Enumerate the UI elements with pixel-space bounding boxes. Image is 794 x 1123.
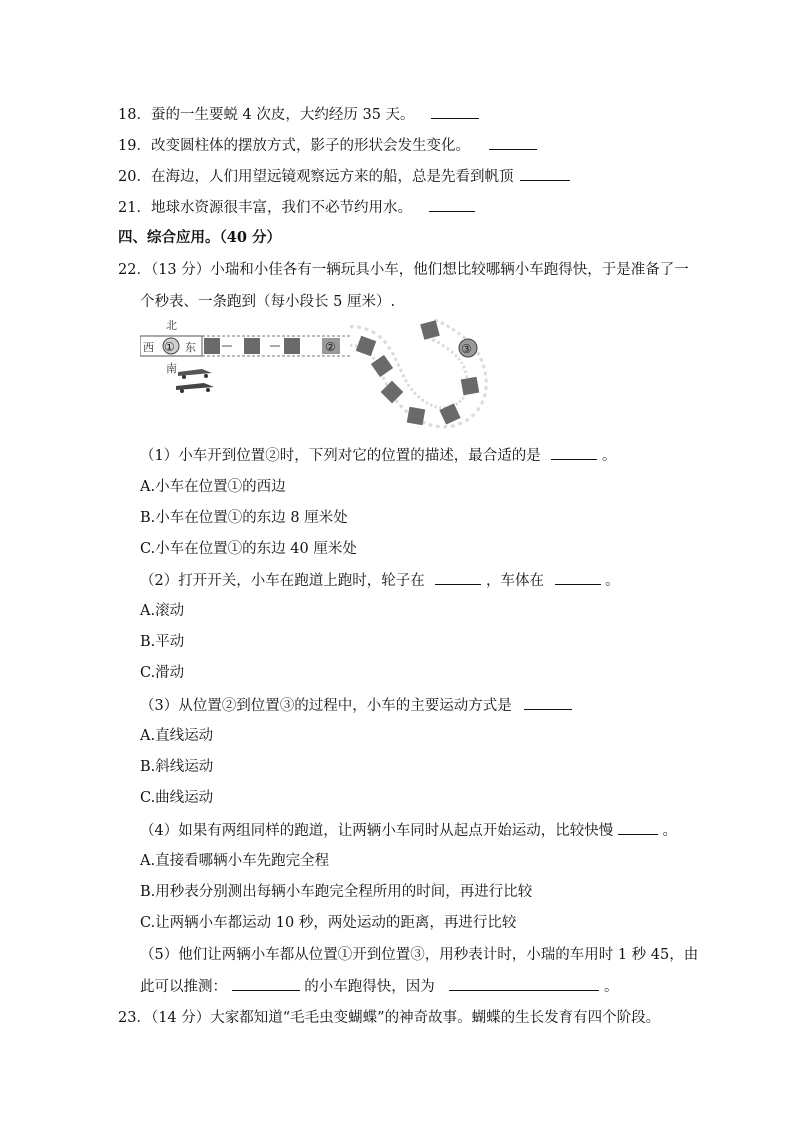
section-heading: 四、综合应用。（40 分） (118, 229, 281, 246)
q22-sub1-stem: （1）小车开到位置②时，下列对它的位置的描述，最合适的是 。 (140, 445, 616, 466)
question-20 (118, 166, 570, 187)
option-b[interactable]: B.平动 (140, 634, 185, 650)
option-b[interactable]: B.小车在位置①的东边 8 厘米处 (140, 510, 348, 526)
answer-blank[interactable] (555, 570, 601, 585)
q22-sub4-stem: （4）如果有两组同样的跑道，让两辆小车同时从起点开始运动，比较快慢 。 (140, 820, 677, 841)
track-segment (204, 338, 220, 354)
option-b[interactable]: B.斜线运动 (140, 759, 214, 775)
answer-blank[interactable] (524, 695, 572, 710)
q22-intro-line1: 22．（13 分）小瑞和小佳各有一辆玩具小车，他们想比较哪辆小车跑得快，于是准备了一 (118, 262, 689, 278)
q22-intro-line2: 个秒表、一条跑到（每小段长 5 厘米）. (140, 294, 396, 310)
option-c[interactable]: C.小车在位置①的东边 40 厘米处 (140, 541, 357, 557)
race-track-figure (140, 316, 500, 444)
compass-north: 北 (166, 319, 177, 332)
track-segment (461, 377, 480, 396)
compass-west: 西 (143, 341, 154, 354)
answer-blank[interactable] (618, 820, 658, 835)
option-c[interactable]: C.让两辆小车都运动 10 秒，两处运动的距离，再进行比较 (140, 915, 517, 931)
toy-car-icon (176, 383, 214, 393)
answer-blank[interactable] (429, 197, 475, 212)
toy-car-icon (178, 369, 212, 379)
question-18 (118, 104, 479, 125)
question-text: 21．地球水资源很丰富，我们不必节约用水。 (118, 200, 412, 216)
q22-sub5-line2: 此可以推测： 的小车跑得快，因为 。 (140, 976, 618, 997)
option-c[interactable]: C.滑动 (140, 665, 185, 681)
option-c[interactable]: C.曲线运动 (140, 790, 214, 806)
option-a[interactable]: A.滚动 (140, 603, 185, 619)
answer-blank[interactable] (431, 104, 479, 119)
compass-south: 南 (166, 362, 177, 375)
compass-east: 东 (185, 341, 196, 354)
option-a[interactable]: A.直线运动 (140, 728, 214, 744)
question-text: 19．改变圆柱体的摆放方式，影子的形状会发生变化。 (118, 138, 470, 154)
question-text: 18．蚕的一生要蜕 4 次皮，大约经历 35 天。 (118, 107, 415, 123)
position-3-label: ③ (461, 342, 472, 356)
track-segment (284, 338, 300, 354)
answer-blank[interactable] (449, 976, 599, 991)
q22-sub5-line1: （5）他们让两辆小车都从位置①开到位置③，用秒表计时，小瑞的车用时 1 秒 45，由 (140, 947, 699, 963)
q23-intro: 23．（14 分）大家都知道“毛毛虫变蝴蝶”的神奇故事。蝴蝶的生长发育有四个阶段。 (118, 1010, 661, 1026)
option-a[interactable]: A.直接看哪辆小车先跑完全程 (140, 853, 330, 869)
q22-sub3-stem: （3）从位置②到位置③的过程中，小车的主要运动方式是 (140, 695, 572, 716)
position-1-label: ① (164, 340, 175, 354)
question-19 (118, 135, 537, 156)
answer-blank[interactable] (435, 570, 481, 585)
q22-sub2-stem: （2）打开开关，小车在跑道上跑时，轮子在 ，车体在 。 (140, 570, 620, 591)
question-text: 20．在海边，人们用望远镜观察远方来的船，总是先看到帆顶 (118, 169, 514, 185)
answer-blank[interactable] (551, 445, 597, 460)
position-2-label: ② (325, 340, 336, 354)
answer-blank[interactable] (489, 135, 537, 150)
track-segment (244, 338, 260, 354)
answer-blank[interactable] (232, 976, 300, 991)
question-21 (118, 197, 475, 218)
option-b[interactable]: B.用秒表分别测出每辆小车跑完全程所用的时间，再进行比较 (140, 884, 533, 900)
track-segment (407, 407, 426, 426)
answer-blank[interactable] (520, 166, 570, 181)
option-a[interactable]: A.小车在位置①的西边 (140, 479, 286, 495)
